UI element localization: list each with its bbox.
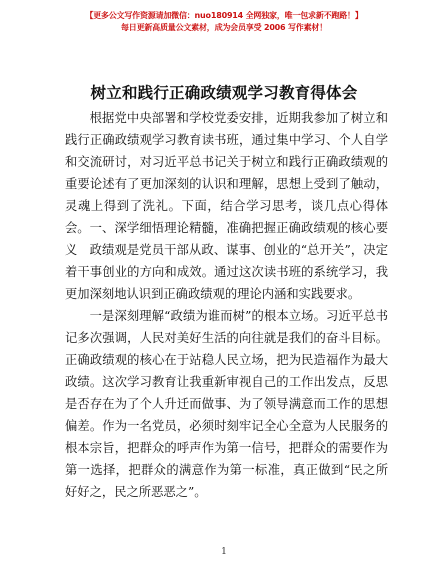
paragraph-intro: 根据党中央部署和学校党委安排，近期我参加了树立和践行正确政绩观学习教育读书班，通过集中学习、个人自学和交流研讨，对习近平总书记关于树立和践行正确政绩观的重要论述有了更加深刻的认识和理解，思想上受到了触动，灵魂上得到了洗礼。下面，结合学习思考，谈几点心得体会。 [65, 111, 388, 235]
section-heading-1: 一、深学细悟理论精髓，准确把握正确政绩观的核心要义 [65, 221, 388, 257]
document-title: 树立和践行正确政绩观学习教育得体会 [90, 84, 358, 102]
paragraph-body-1: 政绩观是党员干部从政、谋事、创业的“总开关”，决定着干事创业的方向和成效。通过这次读书班的系统学习，我更加深刻地认识到正确政绩观的理论内涵和实践要求。 [65, 243, 388, 301]
page-number: 1 [221, 547, 227, 557]
promo-banner-line-1: 【更多公文写作资源请加微信：nuo180914 全网独家，唯一包求新不跑路！】 [85, 11, 363, 20]
promo-banner-line-2: 每日更新高质量公文素材，成为会员享受 2006 写作素材！ [120, 23, 328, 32]
paragraph-body-2: 一是深刻理解“政绩为谁而树”的根本立场。习近平总书记多次强调，人民对美好生活的向往就是我们的奋斗目标。正确政绩观的核心在于站稳人民立场，把为民造福作为最大政绩。这次学习教育让我重新审视自己的工作出发点，反思是否存在为了个人升迁而做事、为了领导满意而工作的思想偏差。作为一名党员，必须时刻牢记全心全意为人民服务的根本宗旨，把群众的呼声作为第一信号，把群众的需要作为第一选择，把群众的满意作为第一标准，真正做到“民之所好好之，民之所恶恶之”。 [65, 309, 388, 499]
